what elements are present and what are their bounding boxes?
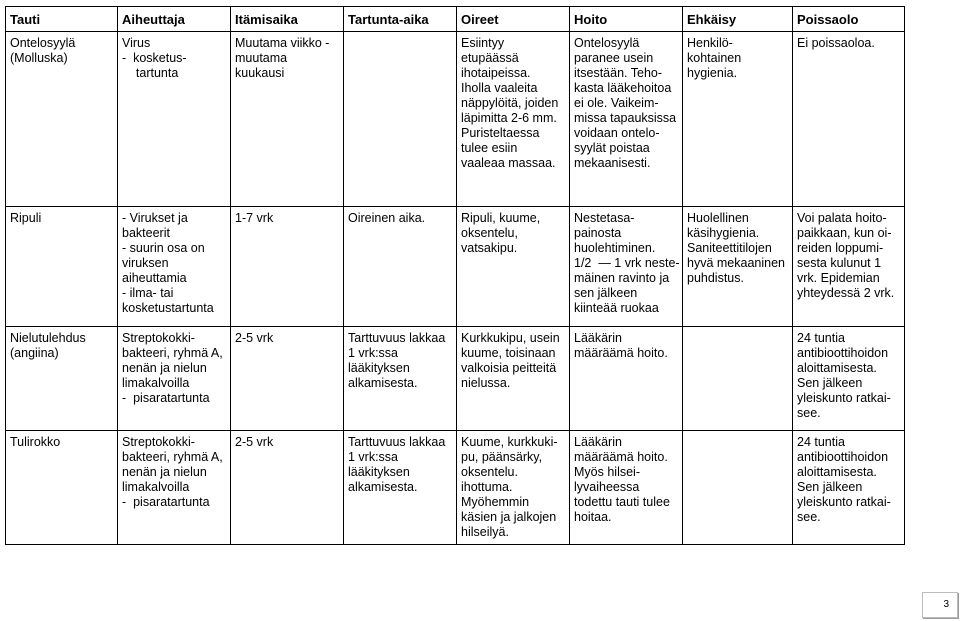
cell-line: reiden loppumi- — [797, 241, 884, 255]
cell-line: Ripuli — [10, 211, 42, 225]
cell-line: yleiskunto ratkai- — [797, 391, 891, 405]
cell-itamisaika — [231, 431, 344, 545]
cell-line: Iholla vaaleita — [461, 81, 538, 95]
cell-line: kuume, toisinaan — [461, 346, 556, 360]
cell-line: ihotaipeissa. — [461, 66, 531, 80]
cell-poissaolo — [793, 207, 905, 327]
cell-line: Voi palata hoito- — [797, 211, 887, 225]
cell-line: Ripuli, kuume, — [461, 211, 541, 225]
cell-line: etupäässä — [461, 51, 519, 65]
cell-poissaolo — [793, 327, 905, 431]
table-row — [6, 32, 905, 207]
cell-line: yleiskunto ratkai- — [797, 495, 891, 509]
cell-line: bakteeri, ryhmä A, — [122, 346, 223, 360]
cell-line: itsestään. Teho- — [574, 66, 663, 80]
cell-line: lyvaiheessa — [574, 480, 640, 494]
header-ehkaisy: Ehkäisy — [683, 7, 793, 32]
cell-line: Ei poissaoloa. — [797, 36, 875, 50]
cell-tauti — [6, 32, 118, 207]
cell-line: see. — [797, 510, 821, 524]
cell-oireet — [457, 431, 570, 545]
cell-line: kosketustartunta — [122, 301, 214, 315]
header-itamisaika: Itämisaika — [231, 7, 344, 32]
cell-tartunta-aika — [344, 431, 457, 545]
cell-line: limakalvoilla — [122, 376, 190, 390]
cell-line: sen jälkeen — [574, 286, 638, 300]
table-row — [6, 207, 905, 327]
header-tartunta-aika: Tartunta-aika — [344, 7, 457, 32]
cell-line: sesta kulunut 1 — [797, 256, 882, 270]
cell-line: käsihygienia. — [687, 226, 760, 240]
cell-line: käsien ja jalkojen — [461, 510, 557, 524]
cell-line: vatsakipu. — [461, 241, 518, 255]
cell-line: see. — [797, 406, 821, 420]
cell-line: aloittamisesta. — [797, 361, 877, 375]
cell-line: alkamisesta. — [348, 480, 418, 494]
cell-line: oksentelu, — [461, 226, 518, 240]
cell-line: Myöhemmin — [461, 495, 530, 509]
cell-line: Tarttuvuus lakkaa — [348, 331, 446, 345]
cell-tartunta-aika — [344, 32, 457, 207]
cell-line: näppylöitä, joiden — [461, 96, 559, 110]
cell-line: todettu tauti tulee — [574, 495, 670, 509]
cell-line: lääkityksen — [348, 465, 410, 479]
cell-line: 2-5 vrk — [235, 435, 274, 449]
cell-line: Kurkkukipu, usein — [461, 331, 560, 345]
cell-line: määräämä hoito. — [574, 450, 668, 464]
cell-line: hilseilyä. — [461, 525, 509, 539]
cell-line: Esiintyy — [461, 36, 505, 50]
cell-line: 2-5 vrk — [235, 331, 274, 345]
cell-line: läpimitta 2-6 mm. — [461, 111, 557, 125]
cell-line: muutama — [235, 51, 288, 65]
cell-line: lääkityksen — [348, 361, 410, 375]
header-aiheuttaja: Aiheuttaja — [118, 7, 231, 32]
cell-line: aiheuttamia — [122, 271, 187, 285]
cell-aiheuttaja — [118, 207, 231, 327]
cell-hoito — [570, 327, 683, 431]
cell-line: tartunta — [122, 66, 179, 80]
cell-line: puhdistus. — [687, 271, 744, 285]
cell-line: paranee usein — [574, 51, 654, 65]
cell-line: 24 tuntia — [797, 331, 845, 345]
cell-tauti — [6, 431, 118, 545]
cell-line: bakteeri, ryhmä A, — [122, 450, 223, 464]
cell-line: oksentelu. — [461, 465, 518, 479]
cell-line: syylät poistaa — [574, 141, 650, 155]
cell-line: Lääkärin — [574, 435, 622, 449]
cell-line: aloittamisesta. — [797, 465, 877, 479]
cell-line: Henkilö- — [687, 36, 733, 50]
header-poissaolo: Poissaolo — [793, 7, 905, 32]
cell-line: - suurin osa on — [122, 241, 205, 255]
cell-line: Saniteettitilojen — [687, 241, 772, 255]
cell-line: paikkaan, kun oi- — [797, 226, 892, 240]
cell-line: voidaan ontelo- — [574, 126, 660, 140]
cell-line: hyvä mekaaninen — [687, 256, 785, 270]
cell-line: Puristeltaessa — [461, 126, 540, 140]
cell-line: kiinteää ruokaa — [574, 301, 659, 315]
cell-itamisaika — [231, 32, 344, 207]
cell-line: Kuume, kurkkuki- — [461, 435, 558, 449]
cell-line: Muutama viikko - — [235, 36, 330, 50]
cell-line: 1-7 vrk — [235, 211, 274, 225]
cell-hoito — [570, 32, 683, 207]
cell-line: Streptokokki- — [122, 331, 195, 345]
cell-line: antibioottihoidon — [797, 450, 889, 464]
cell-line: huolehtiminen. — [574, 241, 656, 255]
cell-line: kohtainen — [687, 51, 742, 65]
cell-line: Nielutulehdus — [10, 331, 86, 345]
header-tauti: Tauti — [6, 7, 118, 32]
cell-oireet — [457, 32, 570, 207]
cell-aiheuttaja — [118, 431, 231, 545]
cell-line: bakteerit — [122, 226, 170, 240]
cell-line: nenän ja nielun — [122, 361, 207, 375]
cell-line: (Molluska) — [10, 51, 68, 65]
header-oireet: Oireet — [457, 7, 570, 32]
cell-line: alkamisesta. — [348, 376, 418, 390]
cell-line: - pisaratartunta — [122, 391, 210, 405]
cell-line: kuukausi — [235, 66, 285, 80]
header-hoito: Hoito — [570, 7, 683, 32]
cell-itamisaika — [231, 207, 344, 327]
cell-line: ei ole. Vaikeim- — [574, 96, 659, 110]
cell-line: määräämä hoito. — [574, 346, 668, 360]
cell-tauti — [6, 207, 118, 327]
cell-line: Oireinen aika. — [348, 211, 426, 225]
cell-line: vaaleaa massaa. — [461, 156, 556, 170]
cell-line: Ontelosyylä — [574, 36, 640, 50]
cell-line: pu, päänsärky, — [461, 450, 543, 464]
cell-line: - ilma- tai — [122, 286, 174, 300]
cell-line: ihottuma. — [461, 480, 513, 494]
cell-line: Ontelosyylä — [10, 36, 76, 50]
cell-aiheuttaja — [118, 32, 231, 207]
cell-line: Myös hilsei- — [574, 465, 640, 479]
cell-line: Sen jälkeen — [797, 480, 863, 494]
cell-tartunta-aika — [344, 207, 457, 327]
cell-tauti — [6, 327, 118, 431]
header-row — [6, 7, 905, 32]
cell-line: Virus — [122, 36, 151, 50]
cell-hoito — [570, 431, 683, 545]
cell-ehkaisy — [683, 207, 793, 327]
cell-line: mekaanisesti. — [574, 156, 651, 170]
cell-line: Tulirokko — [10, 435, 61, 449]
cell-line: - Virukset ja — [122, 211, 188, 225]
cell-line: 1 vrk:ssa — [348, 346, 399, 360]
cell-line: (angiina) — [10, 346, 59, 360]
cell-line: Nestetasa- — [574, 211, 635, 225]
cell-line: nielussa. — [461, 376, 511, 390]
cell-line: hygienia. — [687, 66, 738, 80]
cell-line: antibioottihoidon — [797, 346, 889, 360]
cell-line: mäinen ravinto ja — [574, 271, 670, 285]
cell-line: - kosketus- — [122, 51, 187, 65]
cell-itamisaika — [231, 327, 344, 431]
cell-line: limakalvoilla — [122, 480, 190, 494]
cell-line: hoitaa. — [574, 510, 612, 524]
cell-line: 1/2 — 1 vrk neste- — [574, 256, 680, 270]
page-number: 3 — [922, 592, 958, 618]
cell-oireet — [457, 327, 570, 431]
cell-ehkaisy — [683, 431, 793, 545]
cell-line: - pisaratartunta — [122, 495, 210, 509]
cell-line: missa tapauksissa — [574, 111, 677, 125]
cell-line: 24 tuntia — [797, 435, 845, 449]
cell-line: viruksen — [122, 256, 169, 270]
cell-ehkaisy — [683, 327, 793, 431]
cell-ehkaisy — [683, 32, 793, 207]
cell-line: yhteydessä 2 vrk. — [797, 286, 895, 300]
cell-line: valkoisia peitteitä — [461, 361, 557, 375]
cell-line: Huolellinen — [687, 211, 749, 225]
cell-line: vrk. Epidemian — [797, 271, 880, 285]
disease-table — [5, 6, 905, 545]
cell-line: kasta lääkehoitoa — [574, 81, 672, 95]
table-row — [6, 327, 905, 431]
cell-aiheuttaja — [118, 327, 231, 431]
table-row — [6, 431, 905, 545]
cell-poissaolo — [793, 431, 905, 545]
cell-line: tulee esiin — [461, 141, 518, 155]
cell-line: Lääkärin — [574, 331, 622, 345]
cell-line: nenän ja nielun — [122, 465, 207, 479]
cell-line: Sen jälkeen — [797, 376, 863, 390]
cell-oireet — [457, 207, 570, 327]
cell-poissaolo — [793, 32, 905, 207]
cell-line: 1 vrk:ssa — [348, 450, 399, 464]
cell-line: painosta — [574, 226, 622, 240]
cell-line: Tarttuvuus lakkaa — [348, 435, 446, 449]
cell-hoito — [570, 207, 683, 327]
cell-tartunta-aika — [344, 327, 457, 431]
cell-line: Streptokokki- — [122, 435, 195, 449]
